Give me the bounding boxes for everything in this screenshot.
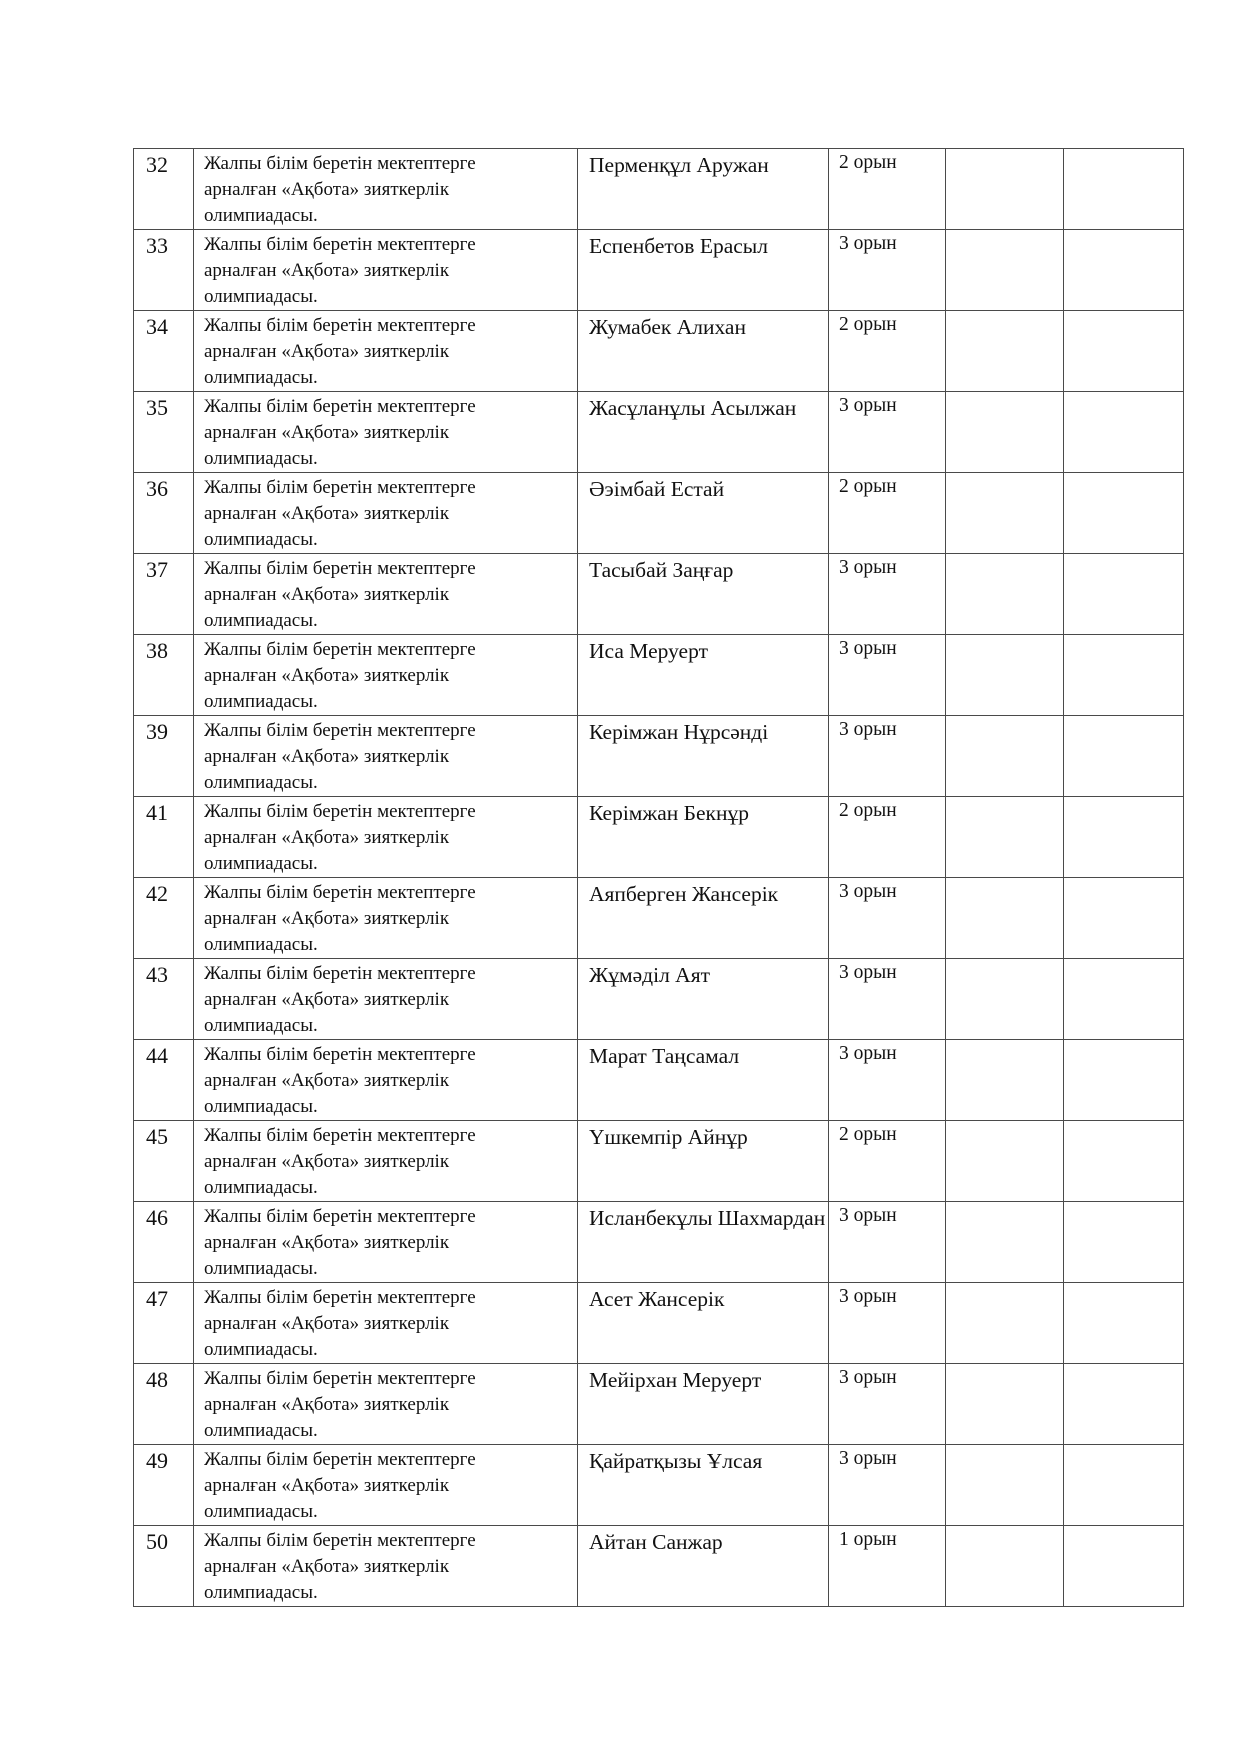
- place-cell: [829, 1202, 946, 1283]
- place-value: 2 орын: [839, 800, 897, 821]
- row-number-cell: [134, 311, 194, 392]
- empty-cell: [946, 878, 1064, 959]
- event-cell: [194, 635, 578, 716]
- event-line: арналған «Ақбота» зияткерлік: [204, 179, 450, 200]
- event-line: олимпиадасы.: [204, 1177, 318, 1198]
- empty-cell: [946, 716, 1064, 797]
- table-row: [134, 878, 1184, 959]
- event-cell: [194, 1526, 578, 1607]
- table-row: [134, 392, 1184, 473]
- table-row: [134, 635, 1184, 716]
- place-value: 3 орын: [839, 1286, 897, 1307]
- event-line: арналған «Ақбота» зияткерлік: [204, 1232, 450, 1253]
- table-row: [134, 959, 1184, 1040]
- empty-cell: [946, 149, 1064, 230]
- participant-name: Еспенбетов Ерасыл: [589, 234, 768, 258]
- row-number-cell: [134, 1283, 194, 1364]
- event-cell: [194, 392, 578, 473]
- participant-name-cell: [578, 878, 829, 959]
- event-line: олимпиадасы.: [204, 367, 318, 388]
- participant-name-cell: [578, 959, 829, 1040]
- table-row: [134, 230, 1184, 311]
- table-row: [134, 149, 1184, 230]
- event-line: олимпиадасы.: [204, 286, 318, 307]
- empty-cell: [946, 554, 1064, 635]
- event-cell: [194, 797, 578, 878]
- event-line: Жалпы білім беретін мектептерге: [204, 1206, 476, 1227]
- event-line: Жалпы білім беретін мектептерге: [204, 396, 476, 417]
- row-number: 41: [146, 800, 168, 825]
- participant-name-cell: [578, 230, 829, 311]
- empty-cell: [946, 311, 1064, 392]
- place-value: 3 орын: [839, 233, 897, 254]
- table-row: [134, 1121, 1184, 1202]
- event-line: Жалпы білім беретін мектептерге: [204, 558, 476, 579]
- empty-cell: [1064, 392, 1184, 473]
- event-line: Жалпы білім беретін мектептерге: [204, 1287, 476, 1308]
- empty-cell: [946, 1040, 1064, 1121]
- participant-name: Перменқұл Аружан: [589, 153, 769, 177]
- event-line: Жалпы білім беретін мектептерге: [204, 639, 476, 660]
- participant-name: Әэімбай Естай: [589, 477, 725, 501]
- table-row: [134, 554, 1184, 635]
- event-line: олимпиадасы.: [204, 691, 318, 712]
- event-line: арналған «Ақбота» зияткерлік: [204, 422, 450, 443]
- place-cell: [829, 1121, 946, 1202]
- place-cell: [829, 1364, 946, 1445]
- empty-cell: [946, 1445, 1064, 1526]
- table-row: [134, 1445, 1184, 1526]
- participant-name: Мейірхан Меруерт: [589, 1368, 762, 1392]
- event-cell: [194, 149, 578, 230]
- empty-cell: [1064, 1364, 1184, 1445]
- place-value: 2 орын: [839, 314, 897, 335]
- place-cell: [829, 473, 946, 554]
- place-cell: [829, 716, 946, 797]
- event-line: олимпиадасы.: [204, 772, 318, 793]
- event-cell: [194, 1202, 578, 1283]
- row-number: 46: [146, 1205, 168, 1230]
- empty-cell: [1064, 716, 1184, 797]
- event-line: Жалпы білім беретін мектептерге: [204, 1125, 476, 1146]
- event-line: арналған «Ақбота» зияткерлік: [204, 1151, 450, 1172]
- participant-name-cell: [578, 1445, 829, 1526]
- event-line: арналған «Ақбота» зияткерлік: [204, 1475, 450, 1496]
- event-line: Жалпы білім беретін мектептерге: [204, 1368, 476, 1389]
- participant-name: Жасұланұлы Асылжан: [589, 396, 797, 420]
- row-number-cell: [134, 230, 194, 311]
- empty-cell: [946, 230, 1064, 311]
- participant-name-cell: [578, 1283, 829, 1364]
- row-number-cell: [134, 554, 194, 635]
- event-line: арналған «Ақбота» зияткерлік: [204, 1556, 450, 1577]
- place-value: 3 орын: [839, 1043, 897, 1064]
- place-value: 3 орын: [839, 962, 897, 983]
- participant-name: Иса Меруерт: [589, 639, 708, 663]
- row-number-cell: [134, 473, 194, 554]
- empty-cell: [1064, 1526, 1184, 1607]
- empty-cell: [1064, 797, 1184, 878]
- event-line: арналған «Ақбота» зияткерлік: [204, 827, 450, 848]
- empty-cell: [946, 959, 1064, 1040]
- event-line: олимпиадасы.: [204, 448, 318, 469]
- participant-name-cell: [578, 1526, 829, 1607]
- participant-name-cell: [578, 1040, 829, 1121]
- event-cell: [194, 554, 578, 635]
- event-line: Жалпы білім беретін мектептерге: [204, 234, 476, 255]
- event-line: Жалпы білім беретін мектептерге: [204, 477, 476, 498]
- participant-name-cell: [578, 1364, 829, 1445]
- event-line: Жалпы білім беретін мектептерге: [204, 153, 476, 174]
- event-line: Жалпы білім беретін мектептерге: [204, 1530, 476, 1551]
- empty-cell: [1064, 1445, 1184, 1526]
- table-row: [134, 1283, 1184, 1364]
- participant-name-cell: [578, 635, 829, 716]
- place-cell: [829, 1445, 946, 1526]
- event-line: арналған «Ақбота» зияткерлік: [204, 665, 450, 686]
- participant-name: Асет Жансерік: [589, 1287, 725, 1311]
- empty-cell: [1064, 1202, 1184, 1283]
- event-line: арналған «Ақбота» зияткерлік: [204, 1070, 450, 1091]
- row-number: 33: [146, 233, 168, 258]
- participant-name-cell: [578, 149, 829, 230]
- row-number: 35: [146, 395, 168, 420]
- place-cell: [829, 230, 946, 311]
- row-number-cell: [134, 797, 194, 878]
- row-number-cell: [134, 1121, 194, 1202]
- event-line: Жалпы білім беретін мектептерге: [204, 1449, 476, 1470]
- empty-cell: [1064, 878, 1184, 959]
- empty-cell: [946, 1364, 1064, 1445]
- row-number: 39: [146, 719, 168, 744]
- results-table: [133, 148, 1184, 1607]
- event-line: Жалпы білім беретін мектептерге: [204, 1044, 476, 1065]
- empty-cell: [946, 473, 1064, 554]
- row-number-cell: [134, 1526, 194, 1607]
- row-number: 32: [146, 152, 168, 177]
- participant-name-cell: [578, 473, 829, 554]
- place-cell: [829, 149, 946, 230]
- table-row: [134, 1364, 1184, 1445]
- participant-name: Үшкемпір Айнұр: [589, 1125, 748, 1149]
- empty-cell: [1064, 149, 1184, 230]
- event-line: Жалпы білім беретін мектептерге: [204, 963, 476, 984]
- empty-cell: [1064, 635, 1184, 716]
- table-row: [134, 473, 1184, 554]
- row-number-cell: [134, 392, 194, 473]
- table-row: [134, 311, 1184, 392]
- results-table-body: [134, 149, 1184, 1607]
- empty-cell: [946, 1526, 1064, 1607]
- event-line: олимпиадасы.: [204, 1015, 318, 1036]
- participant-name: Жұмәділ Аят: [589, 963, 710, 987]
- participant-name: Жумабек Алихан: [589, 315, 746, 339]
- row-number: 45: [146, 1124, 168, 1149]
- participant-name: Аяпберген Жансерік: [589, 882, 779, 906]
- place-value: 3 орын: [839, 638, 897, 659]
- place-cell: [829, 1283, 946, 1364]
- event-cell: [194, 1040, 578, 1121]
- event-line: олимпиадасы.: [204, 610, 318, 631]
- empty-cell: [946, 392, 1064, 473]
- empty-cell: [1064, 1040, 1184, 1121]
- place-value: 3 орын: [839, 395, 897, 416]
- event-line: олимпиадасы.: [204, 1501, 318, 1522]
- participant-name-cell: [578, 797, 829, 878]
- row-number-cell: [134, 1040, 194, 1121]
- place-cell: [829, 878, 946, 959]
- empty-cell: [946, 1202, 1064, 1283]
- place-cell: [829, 959, 946, 1040]
- place-value: 1 орын: [839, 1529, 897, 1550]
- event-line: арналған «Ақбота» зияткерлік: [204, 1313, 450, 1334]
- participant-name: Исланбекұлы Шахмардан: [589, 1206, 826, 1230]
- event-line: арналған «Ақбота» зияткерлік: [204, 503, 450, 524]
- place-value: 2 орын: [839, 1124, 897, 1145]
- participant-name-cell: [578, 554, 829, 635]
- row-number: 42: [146, 881, 168, 906]
- empty-cell: [946, 1121, 1064, 1202]
- event-line: арналған «Ақбота» зияткерлік: [204, 1394, 450, 1415]
- place-value: 3 орын: [839, 881, 897, 902]
- place-value: 3 орын: [839, 1448, 897, 1469]
- row-number: 49: [146, 1448, 168, 1473]
- participant-name: Керімжан Бекнұр: [589, 801, 750, 825]
- table-row: [134, 1202, 1184, 1283]
- table-row: [134, 797, 1184, 878]
- row-number: 48: [146, 1367, 168, 1392]
- place-value: 2 орын: [839, 476, 897, 497]
- row-number-cell: [134, 149, 194, 230]
- row-number: 38: [146, 638, 168, 663]
- participant-name: Айтан Санжар: [589, 1530, 723, 1554]
- place-value: 3 орын: [839, 1367, 897, 1388]
- event-line: олимпиадасы.: [204, 1096, 318, 1117]
- place-value: 2 орын: [839, 152, 897, 173]
- event-line: Жалпы білім беретін мектептерге: [204, 801, 476, 822]
- place-cell: [829, 635, 946, 716]
- empty-cell: [946, 1283, 1064, 1364]
- place-cell: [829, 1526, 946, 1607]
- event-line: олимпиадасы.: [204, 853, 318, 874]
- row-number-cell: [134, 878, 194, 959]
- event-cell: [194, 1283, 578, 1364]
- event-cell: [194, 716, 578, 797]
- event-cell: [194, 1121, 578, 1202]
- event-cell: [194, 473, 578, 554]
- event-line: олимпиадасы.: [204, 529, 318, 550]
- row-number: 47: [146, 1286, 168, 1311]
- event-line: олимпиадасы.: [204, 1339, 318, 1360]
- event-line: арналған «Ақбота» зияткерлік: [204, 260, 450, 281]
- row-number: 37: [146, 557, 168, 582]
- empty-cell: [946, 635, 1064, 716]
- event-line: арналған «Ақбота» зияткерлік: [204, 908, 450, 929]
- empty-cell: [1064, 1283, 1184, 1364]
- row-number-cell: [134, 1445, 194, 1526]
- event-cell: [194, 1445, 578, 1526]
- participant-name-cell: [578, 716, 829, 797]
- participant-name-cell: [578, 311, 829, 392]
- participant-name-cell: [578, 392, 829, 473]
- row-number: 50: [146, 1529, 168, 1554]
- event-cell: [194, 1364, 578, 1445]
- event-line: Жалпы білім беретін мектептерге: [204, 720, 476, 741]
- participant-name: Керімжан Нұрсәнді: [589, 720, 769, 744]
- table-row: [134, 716, 1184, 797]
- empty-cell: [946, 797, 1064, 878]
- event-cell: [194, 959, 578, 1040]
- event-line: олимпиадасы.: [204, 1258, 318, 1279]
- row-number-cell: [134, 1364, 194, 1445]
- empty-cell: [1064, 473, 1184, 554]
- row-number-cell: [134, 635, 194, 716]
- row-number: 43: [146, 962, 168, 987]
- event-line: олимпиадасы.: [204, 934, 318, 955]
- event-cell: [194, 230, 578, 311]
- empty-cell: [1064, 554, 1184, 635]
- participant-name: Марат Таңсамал: [589, 1044, 740, 1068]
- row-number: 44: [146, 1043, 168, 1068]
- participant-name: Тасыбай Заңғар: [589, 558, 734, 582]
- row-number: 36: [146, 476, 168, 501]
- place-cell: [829, 554, 946, 635]
- table-row: [134, 1040, 1184, 1121]
- place-value: 3 орын: [839, 557, 897, 578]
- row-number: 34: [146, 314, 168, 339]
- place-cell: [829, 392, 946, 473]
- empty-cell: [1064, 311, 1184, 392]
- event-cell: [194, 878, 578, 959]
- participant-name-cell: [578, 1202, 829, 1283]
- empty-cell: [1064, 230, 1184, 311]
- event-line: арналған «Ақбота» зияткерлік: [204, 989, 450, 1010]
- row-number-cell: [134, 1202, 194, 1283]
- participant-name: Қайратқызы Ұлсая: [589, 1449, 763, 1473]
- event-line: арналған «Ақбота» зияткерлік: [204, 746, 450, 767]
- place-value: 3 орын: [839, 719, 897, 740]
- event-line: олимпиадасы.: [204, 1420, 318, 1441]
- place-value: 3 орын: [839, 1205, 897, 1226]
- empty-cell: [1064, 959, 1184, 1040]
- event-line: олимпиадасы.: [204, 1582, 318, 1603]
- empty-cell: [1064, 1121, 1184, 1202]
- place-cell: [829, 797, 946, 878]
- event-line: Жалпы білім беретін мектептерге: [204, 882, 476, 903]
- place-cell: [829, 1040, 946, 1121]
- event-cell: [194, 311, 578, 392]
- event-line: Жалпы білім беретін мектептерге: [204, 315, 476, 336]
- event-line: арналған «Ақбота» зияткерлік: [204, 584, 450, 605]
- event-line: олимпиадасы.: [204, 205, 318, 226]
- table-row: [134, 1526, 1184, 1607]
- participant-name-cell: [578, 1121, 829, 1202]
- row-number-cell: [134, 716, 194, 797]
- event-line: арналған «Ақбота» зияткерлік: [204, 341, 450, 362]
- row-number-cell: [134, 959, 194, 1040]
- place-cell: [829, 311, 946, 392]
